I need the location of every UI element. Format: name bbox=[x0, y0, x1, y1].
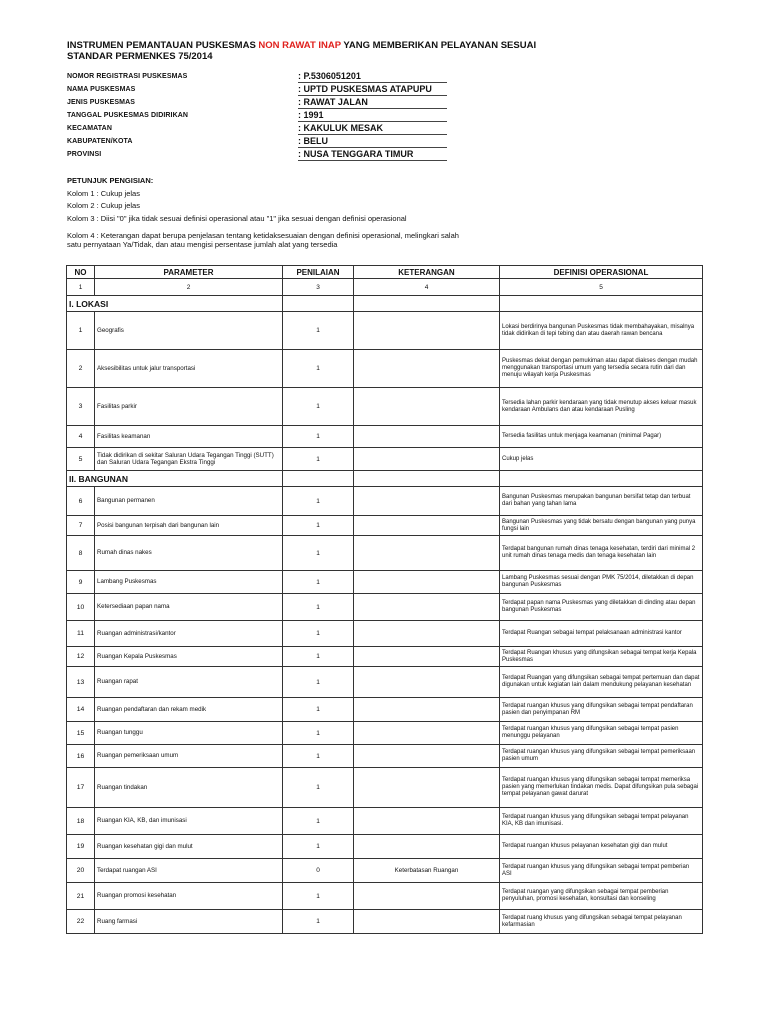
title-highlight: NON RAWAT INAP bbox=[258, 40, 341, 51]
row-definisi: Cukup jelas bbox=[500, 448, 703, 471]
row-parameter: Posisi bangunan terpisah dari bangunan lain bbox=[95, 516, 283, 536]
row-number: 18 bbox=[67, 808, 95, 835]
table-row bbox=[67, 745, 703, 768]
row-score[interactable]: 1 bbox=[283, 745, 354, 768]
row-number: 9 bbox=[67, 571, 95, 594]
table-row bbox=[67, 312, 703, 350]
instructions-heading: PETUNJUK PENGISIAN: bbox=[67, 176, 154, 185]
row-definisi: Terdapat ruangan khusus yang difungsikan sebagai tempat memeriksa pasien yang memerlukan tindakan medis. Dapat difungsikan pula sebagai tempat pelayanan gawat darurat bbox=[500, 768, 703, 808]
table-row bbox=[67, 667, 703, 698]
row-score[interactable]: 1 bbox=[283, 448, 354, 471]
row-parameter: Geografis bbox=[95, 312, 283, 350]
row-number: 7 bbox=[67, 516, 95, 536]
row-score[interactable]: 1 bbox=[283, 312, 354, 350]
info-label: NOMOR REGISTRASI PUSKESMAS bbox=[67, 73, 188, 80]
table-row bbox=[67, 722, 703, 745]
row-definisi: Terdapat ruangan khusus yang difungsikan sebagai tempat pemeriksaan pasien umum bbox=[500, 745, 703, 768]
table-row bbox=[67, 835, 703, 859]
header-penilaian: PENILAIAN bbox=[283, 266, 354, 279]
info-label: NAMA PUSKESMAS bbox=[67, 86, 136, 93]
info-underline bbox=[298, 160, 447, 161]
row-definisi: Terdapat Ruangan yang difungsikan sebagai tempat pertemuan dan dapat digunakan untuk kegiatan lain dalam mendukung pelayanan kesehatan bbox=[500, 667, 703, 698]
info-block bbox=[67, 70, 447, 161]
row-definisi: Terdapat ruangan khusus yang difungsikan sebagai tempat pendaftaran pasien dan penyimpanan RM bbox=[500, 698, 703, 722]
row-definisi: Terdapat ruangan khusus yang difungsikan sebagai tempat pelayanan KIA, KB dan imunisasi. bbox=[500, 808, 703, 835]
info-value: : BELU bbox=[298, 136, 328, 146]
info-row bbox=[67, 96, 447, 109]
row-number: 11 bbox=[67, 621, 95, 647]
row-keterangan[interactable] bbox=[354, 312, 500, 350]
row-number: 19 bbox=[67, 835, 95, 859]
info-row bbox=[67, 148, 447, 161]
row-keterangan[interactable] bbox=[354, 745, 500, 768]
row-parameter: Ruangan KIA, KB, dan imunisasi bbox=[95, 808, 283, 835]
row-number: 4 bbox=[67, 426, 95, 448]
row-score[interactable]: 1 bbox=[283, 621, 354, 647]
table-row bbox=[67, 448, 703, 471]
row-score[interactable]: 1 bbox=[283, 487, 354, 516]
row-number: 2 bbox=[67, 350, 95, 388]
row-keterangan[interactable] bbox=[354, 910, 500, 934]
row-number: 12 bbox=[67, 647, 95, 667]
row-score[interactable]: 1 bbox=[283, 388, 354, 426]
info-row bbox=[67, 83, 447, 96]
row-definisi: Tersedia lahan parkir kendaraan yang tidak menutup akses keluar masuk kendaraan Ambulans dan atau kendaraan Pusling bbox=[500, 388, 703, 426]
section-blank bbox=[283, 296, 354, 312]
column-number: 4 bbox=[354, 279, 500, 296]
info-row bbox=[67, 70, 447, 83]
row-score[interactable]: 1 bbox=[283, 667, 354, 698]
row-keterangan[interactable] bbox=[354, 883, 500, 910]
column-number: 2 bbox=[95, 279, 283, 296]
column-number: 1 bbox=[67, 279, 95, 296]
row-definisi: Terdapat ruangan khusus yang difungsikan sebagai tempat pemberian ASI bbox=[500, 859, 703, 883]
row-score[interactable]: 1 bbox=[283, 835, 354, 859]
row-number: 13 bbox=[67, 667, 95, 698]
row-parameter: Ruangan Kepala Puskesmas bbox=[95, 647, 283, 667]
row-keterangan[interactable] bbox=[354, 647, 500, 667]
table-row bbox=[67, 594, 703, 621]
row-keterangan[interactable] bbox=[354, 426, 500, 448]
info-row bbox=[67, 135, 447, 148]
row-parameter: Ruangan pemeriksaan umum bbox=[95, 745, 283, 768]
info-value: : 1991 bbox=[298, 110, 324, 120]
row-number: 5 bbox=[67, 448, 95, 471]
info-row bbox=[67, 122, 447, 135]
row-score[interactable]: 1 bbox=[283, 722, 354, 745]
row-score[interactable]: 1 bbox=[283, 536, 354, 571]
section-title: I. LOKASI bbox=[67, 296, 283, 312]
row-score[interactable]: 1 bbox=[283, 571, 354, 594]
row-score[interactable]: 1 bbox=[283, 594, 354, 621]
row-parameter: Ruangan rapat bbox=[95, 667, 283, 698]
row-parameter: Ruangan tunggu bbox=[95, 722, 283, 745]
row-score[interactable]: 1 bbox=[283, 426, 354, 448]
row-parameter: Ruangan kesehatan gigi dan mulut bbox=[95, 835, 283, 859]
row-definisi: Terdapat Ruangan sebagai tempat pelaksanaan administrasi kantor bbox=[500, 621, 703, 647]
row-keterangan[interactable] bbox=[354, 835, 500, 859]
info-value: : KAKULUK MESAK bbox=[298, 123, 383, 133]
row-keterangan[interactable] bbox=[354, 698, 500, 722]
column-number-row bbox=[67, 279, 703, 296]
column-number: 5 bbox=[500, 279, 703, 296]
table-row bbox=[67, 883, 703, 910]
row-definisi: Bangunan Puskesmas yang tidak bersatu dengan bangunan yang punya fungsi lain bbox=[500, 516, 703, 536]
row-keterangan[interactable]: Keterbatasan Ruangan bbox=[354, 859, 500, 883]
row-score[interactable]: 1 bbox=[283, 647, 354, 667]
header-definisi: DEFINISI OPERASIONAL bbox=[500, 266, 703, 279]
table-row bbox=[67, 768, 703, 808]
header-keterangan: KETERANGAN bbox=[354, 266, 500, 279]
section-blank bbox=[354, 296, 500, 312]
row-keterangan[interactable] bbox=[354, 388, 500, 426]
row-definisi: Tersedia fasilitas untuk menjaga keamanan (minimal Pagar) bbox=[500, 426, 703, 448]
row-parameter: Ruang farmasi bbox=[95, 910, 283, 934]
row-number: 6 bbox=[67, 487, 95, 516]
row-parameter: Ruangan tindakan bbox=[95, 768, 283, 808]
table-row bbox=[67, 647, 703, 667]
row-keterangan[interactable] bbox=[354, 808, 500, 835]
table-row bbox=[67, 388, 703, 426]
info-label: KABUPATEN/KOTA bbox=[67, 138, 133, 145]
info-label: JENIS PUSKESMAS bbox=[67, 99, 136, 106]
row-keterangan[interactable] bbox=[354, 571, 500, 594]
row-definisi: Bangunan Puskesmas merupakan bangunan bersifat tetap dan terbuat dari bahan yang tahan lama bbox=[500, 487, 703, 516]
table-row bbox=[67, 808, 703, 835]
row-score[interactable]: 1 bbox=[283, 808, 354, 835]
row-definisi: Terdapat ruangan yang difungsikan sebagai tempat pemberian penyuluhan, promosi kesehatan, konsultasi dan konseling bbox=[500, 883, 703, 910]
row-keterangan[interactable] bbox=[354, 487, 500, 516]
row-number: 10 bbox=[67, 594, 95, 621]
section-title: II. BANGUNAN bbox=[67, 471, 283, 487]
row-score[interactable]: 0 bbox=[283, 859, 354, 883]
row-parameter: Ruangan pendaftaran dan rekam medik bbox=[95, 698, 283, 722]
section-blank bbox=[354, 471, 500, 487]
row-keterangan[interactable] bbox=[354, 621, 500, 647]
table-row bbox=[67, 426, 703, 448]
row-parameter: Ruangan administrasi/kantor bbox=[95, 621, 283, 647]
row-keterangan[interactable] bbox=[354, 768, 500, 808]
table-row bbox=[67, 621, 703, 647]
info-label: TANGGAL PUSKESMAS DIDIRIKAN bbox=[67, 112, 189, 119]
row-parameter: Bangunan permanen bbox=[95, 487, 283, 516]
section-row bbox=[67, 296, 703, 312]
table-row bbox=[67, 859, 703, 883]
info-value: : RAWAT JALAN bbox=[298, 97, 368, 107]
row-score[interactable]: 1 bbox=[283, 883, 354, 910]
row-number: 22 bbox=[67, 910, 95, 934]
row-number: 20 bbox=[67, 859, 95, 883]
table-row bbox=[67, 516, 703, 536]
row-definisi: Terdapat Ruangan khusus yang difungsikan sebagai tempat kerja Kepala Puskesmas bbox=[500, 647, 703, 667]
table-row bbox=[67, 350, 703, 388]
info-value: : P.5306051201 bbox=[298, 71, 361, 81]
table-row bbox=[67, 910, 703, 934]
row-number: 14 bbox=[67, 698, 95, 722]
row-number: 3 bbox=[67, 388, 95, 426]
title-line-2: STANDAR PERMENKES 75/2014 bbox=[67, 50, 213, 62]
row-parameter: Lambang Puskesmas bbox=[95, 571, 283, 594]
row-keterangan[interactable] bbox=[354, 722, 500, 745]
row-number: 1 bbox=[67, 312, 95, 350]
row-definisi: Terdapat papan nama Puskesmas yang diletakkan di dinding atau depan bangunan Puskesmas bbox=[500, 594, 703, 621]
row-keterangan[interactable] bbox=[354, 448, 500, 471]
row-number: 21 bbox=[67, 883, 95, 910]
assessment-table bbox=[66, 265, 703, 934]
instructions-block bbox=[67, 175, 459, 250]
header-parameter: PARAMETER bbox=[95, 266, 283, 279]
section-blank bbox=[500, 296, 703, 312]
title-line-1: INSTRUMEN PEMANTAUAN PUSKESMAS NON RAWAT INAP YANG MEMBERIKAN PELAYANAN SESUAI bbox=[67, 40, 537, 51]
row-definisi: Terdapat ruangan khusus pelayanan kesehatan gigi dan mulut bbox=[500, 835, 703, 859]
row-parameter: Ruangan promosi kesehatan bbox=[95, 883, 283, 910]
row-definisi: Puskesmas dekat dengan pemukiman atau dapat diakses dengan mudah menggunakan transportasi umum yang tersedia secara rutin dari dan menuju wilayah kerja Puskesmas bbox=[500, 350, 703, 388]
row-score[interactable]: 1 bbox=[283, 516, 354, 536]
section-row bbox=[67, 471, 703, 487]
row-parameter: Ketersediaan papan nama bbox=[95, 594, 283, 621]
row-definisi: Lokasi berdirinya bangunan Puskesmas tidak membahayakan, misalnya tidak didirikan di tepi tebing dan atau daerah rawan bencana bbox=[500, 312, 703, 350]
table-header-row bbox=[67, 266, 703, 279]
row-parameter: Fasilitas keamanan bbox=[95, 426, 283, 448]
section-blank bbox=[500, 471, 703, 487]
info-value: : UPTD PUSKESMAS ATAPUPU bbox=[298, 84, 432, 94]
row-parameter: Terdapat ruangan ASI bbox=[95, 859, 283, 883]
instruction-kolom-4: Kolom 4 : Keterangan dapat berupa penjelasan tentang ketidaksesuaian dengan definisi operasional, melingkari salah satu pernyataan Ya/Tidak, dan atau mengisi persentase jumlah alat yang tersedia bbox=[67, 230, 459, 250]
row-keterangan[interactable] bbox=[354, 516, 500, 536]
row-number: 8 bbox=[67, 536, 95, 571]
row-keterangan[interactable] bbox=[354, 667, 500, 698]
table-row bbox=[67, 487, 703, 516]
table-row bbox=[67, 571, 703, 594]
column-number: 3 bbox=[283, 279, 354, 296]
row-keterangan[interactable] bbox=[354, 594, 500, 621]
instruction-kolom-3: Kolom 3 : Diisi "0" jika tidak sesuai definisi operasional atau "1" jika sesuai dengan definisi operasional bbox=[67, 214, 407, 224]
table-row bbox=[67, 698, 703, 722]
row-score[interactable]: 1 bbox=[283, 768, 354, 808]
section-blank bbox=[283, 471, 354, 487]
header-no: NO bbox=[67, 266, 95, 279]
row-score[interactable]: 1 bbox=[283, 910, 354, 934]
row-score[interactable]: 1 bbox=[283, 698, 354, 722]
row-parameter: Aksesibilitas untuk jalur transportasi bbox=[95, 350, 283, 388]
row-keterangan[interactable] bbox=[354, 350, 500, 388]
instruction-kolom-1: Kolom 1 : Cukup jelas bbox=[67, 188, 140, 198]
info-row bbox=[67, 109, 447, 122]
row-parameter: Rumah dinas nakes bbox=[95, 536, 283, 571]
row-definisi: Terdapat ruangan khusus yang difungsikan sebagai tempat pasien menunggu pelayanan bbox=[500, 722, 703, 745]
row-number: 17 bbox=[67, 768, 95, 808]
instruction-kolom-2: Kolom 2 : Cukup jelas bbox=[67, 201, 140, 211]
document-title bbox=[67, 41, 536, 62]
info-value: : NUSA TENGGARA TIMUR bbox=[298, 149, 414, 159]
row-definisi: Terdapat bangunan rumah dinas tenaga kesehatan, terdiri dari minimal 2 unit rumah dinas tenaga medis dan tenaga kesehatan lain bbox=[500, 536, 703, 571]
info-label: KECAMATAN bbox=[67, 125, 112, 132]
row-score[interactable]: 1 bbox=[283, 350, 354, 388]
row-parameter: Fasilitas parkir bbox=[95, 388, 283, 426]
row-keterangan[interactable] bbox=[354, 536, 500, 571]
row-number: 16 bbox=[67, 745, 95, 768]
row-definisi: Terdapat ruang khusus yang difungsikan sebagai tempat pelayanan kefarmasian bbox=[500, 910, 703, 934]
info-label: PROVINSI bbox=[67, 151, 102, 158]
table-row bbox=[67, 536, 703, 571]
row-parameter: Tidak didirikan di sekitar Saluran Udara Tegangan Tinggi (SUTT) dan Saluran Udara Tegangan Ekstra Tinggi bbox=[95, 448, 283, 471]
row-definisi: Lambang Puskesmas sesuai dengan PMK 75/2014, diletakkan di depan bangunan Puskesmas bbox=[500, 571, 703, 594]
row-number: 15 bbox=[67, 722, 95, 745]
